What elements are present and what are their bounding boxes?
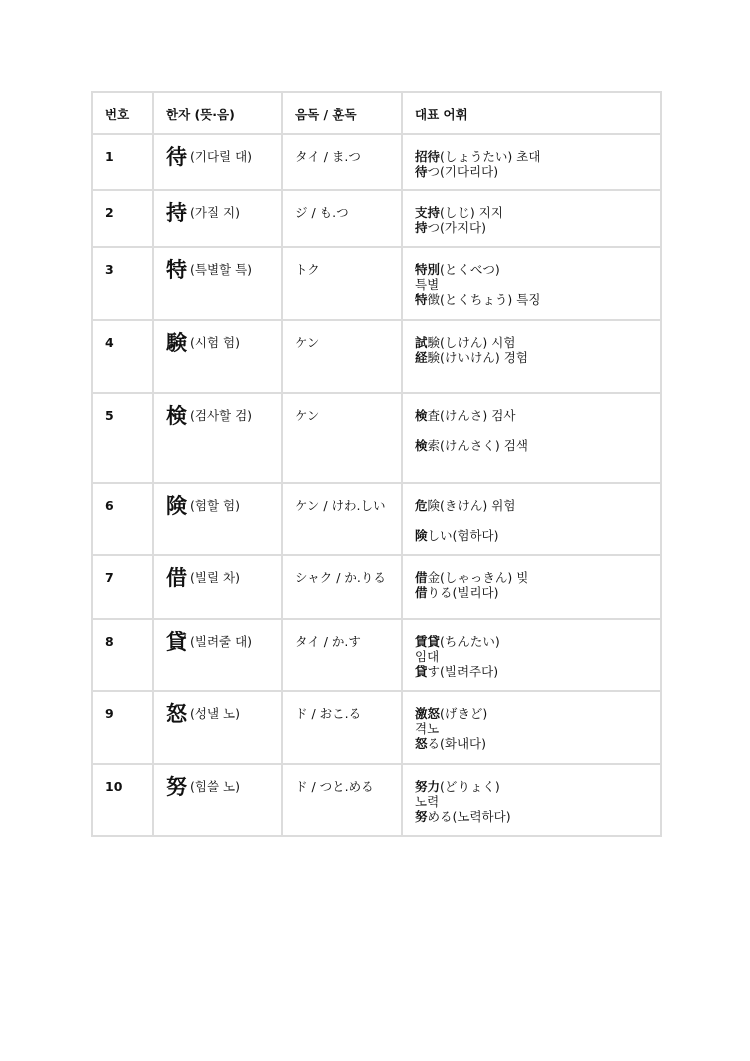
vocab-segment: 招待 [415, 149, 441, 164]
row-number: 8 [92, 619, 153, 691]
vocab-line [415, 438, 648, 453]
vocab-segment: (しじ) 지지 [440, 205, 503, 220]
vocab-segment: (ちんたい) [440, 634, 500, 649]
reading-cell: ケン [282, 320, 402, 393]
vocab-segment: 検 [415, 408, 428, 423]
table-row [92, 764, 661, 836]
kanji-cell [153, 247, 282, 320]
vocab-segment: 借 [415, 570, 428, 585]
header-reading: 음독 / 훈독 [282, 92, 402, 134]
vocab-segment: 険(きけん) 위험 [427, 498, 516, 513]
vocab-cell [402, 247, 661, 320]
vocab-segment: 努 [415, 809, 428, 824]
vocab-cell [402, 764, 661, 836]
vocab-segment: 借 [415, 585, 428, 600]
vocab-line [415, 585, 648, 600]
vocab-line [415, 164, 648, 179]
vocab-line [415, 149, 648, 164]
vocab-segment: 危 [415, 498, 428, 513]
vocab-segment: 특별 [415, 277, 440, 292]
reading-cell: タイ / か.す [282, 619, 402, 691]
vocab-cell [402, 320, 661, 393]
vocab-segment: 査(けんさ) 검사 [427, 408, 516, 423]
reading-cell: ケン / けわ.しい [282, 483, 402, 555]
kanji-cell [153, 134, 282, 190]
row-number: 3 [92, 247, 153, 320]
table-row [92, 134, 661, 190]
kanji-meaning: (가질 지) [190, 205, 240, 220]
vocab-segment: 特別 [415, 262, 441, 277]
vocab-segment: 験(けいけん) 경험 [427, 350, 528, 365]
row-number: 2 [92, 190, 153, 247]
kanji-cell [153, 691, 282, 764]
kanji-char: 貸 [166, 630, 187, 654]
kanji-char: 特 [166, 258, 187, 282]
kanji-char: 待 [166, 145, 187, 169]
vocab-line [415, 205, 648, 220]
kanji-meaning: (빌려줄 대) [190, 634, 253, 649]
vocab-line [415, 664, 648, 679]
header-vocab: 대표 어휘 [402, 92, 661, 134]
vocab-segment: 努力 [415, 779, 441, 794]
vocab-line [415, 498, 648, 513]
reading-cell: ジ / も.つ [282, 190, 402, 247]
reading-cell: トク [282, 247, 402, 320]
kanji-cell [153, 483, 282, 555]
kanji-char: 怒 [166, 702, 187, 726]
vocab-line [415, 528, 648, 543]
vocab-segment: 持 [415, 220, 428, 235]
vocab-line [415, 408, 648, 423]
table-row [92, 247, 661, 320]
vocab-line [415, 262, 648, 277]
kanji-char: 努 [166, 775, 187, 799]
vocab-line [415, 779, 648, 794]
vocab-line [415, 277, 648, 292]
table-row [92, 619, 661, 691]
vocab-line [415, 335, 648, 350]
reading-cell: シャク / か.りる [282, 555, 402, 619]
kanji-meaning: (성낼 노) [190, 706, 240, 721]
vocab-segment: 徴(とくちょう) 특징 [427, 292, 541, 307]
table-row [92, 320, 661, 393]
vocab-line [415, 634, 648, 649]
vocab-segment: 임대 [415, 649, 440, 664]
row-number: 5 [92, 393, 153, 483]
vocab-line [415, 570, 648, 585]
kanji-char: 験 [166, 331, 187, 355]
vocab-line [415, 292, 648, 307]
vocab-segment: める(노력하다) [427, 809, 511, 824]
kanji-meaning: (검사할 검) [190, 408, 253, 423]
vocab-segment: (しょうたい) 초대 [440, 149, 541, 164]
kanji-table [91, 91, 662, 837]
vocab-segment: 노력 [415, 794, 440, 809]
vocab-line [415, 794, 648, 809]
vocab-line [415, 350, 648, 365]
kanji-meaning: (특별할 특) [190, 262, 253, 277]
vocab-segment: 支持 [415, 205, 441, 220]
kanji-char: 借 [166, 566, 187, 590]
kanji-cell [153, 619, 282, 691]
vocab-segment: 怒 [415, 736, 428, 751]
vocab-line [415, 649, 648, 664]
vocab-segment: りる(빌리다) [427, 585, 499, 600]
table-row [92, 555, 661, 619]
vocab-cell [402, 691, 661, 764]
vocab-segment: 経 [415, 350, 428, 365]
vocab-cell [402, 190, 661, 247]
vocab-segment: 金(しゃっきん) 빚 [427, 570, 529, 585]
row-number: 10 [92, 764, 153, 836]
kanji-meaning: (기다릴 대) [190, 149, 253, 164]
kanji-char: 険 [166, 494, 187, 518]
kanji-cell [153, 555, 282, 619]
vocab-segment: (とくべつ) [440, 262, 500, 277]
kanji-char: 持 [166, 201, 187, 225]
row-number: 9 [92, 691, 153, 764]
kanji-char: 検 [166, 404, 187, 428]
vocab-cell [402, 619, 661, 691]
vocab-segment: 索(けんさく) 검색 [427, 438, 528, 453]
vocab-segment: つ(기다리다) [427, 164, 499, 179]
table-row [92, 691, 661, 764]
vocab-cell [402, 483, 661, 555]
reading-cell: タイ / ま.つ [282, 134, 402, 190]
vocab-segment: 検 [415, 438, 428, 453]
vocab-segment: 激怒 [415, 706, 441, 721]
table-row [92, 393, 661, 483]
vocab-segment: る(화내다) [427, 736, 486, 751]
vocab-segment: つ(가지다) [427, 220, 486, 235]
kanji-cell [153, 320, 282, 393]
kanji-meaning: (빌릴 차) [190, 570, 240, 585]
vocab-segment: 격노 [415, 721, 440, 736]
kanji-cell [153, 190, 282, 247]
kanji-cell [153, 764, 282, 836]
reading-cell: ケン [282, 393, 402, 483]
row-number: 4 [92, 320, 153, 393]
kanji-meaning: (힘쓸 노) [190, 779, 240, 794]
vocab-segment: (どりょく) [440, 779, 500, 794]
row-number: 1 [92, 134, 153, 190]
vocab-segment: (げきど) [440, 706, 488, 721]
vocab-segment: しい(험하다) [427, 528, 499, 543]
vocab-segment: 験(しけん) 시험 [427, 335, 516, 350]
vocab-line [415, 736, 648, 751]
vocab-segment: 試 [415, 335, 428, 350]
row-number: 6 [92, 483, 153, 555]
table-header-row [92, 92, 661, 134]
vocab-line [415, 220, 648, 235]
line-gap [415, 513, 648, 528]
vocab-cell [402, 393, 661, 483]
header-kanji: 한자 (뜻·음) [153, 92, 282, 134]
vocab-cell [402, 555, 661, 619]
vocab-segment: 特 [415, 292, 428, 307]
vocab-segment: す(빌려주다) [427, 664, 499, 679]
vocab-segment: 賃貸 [415, 634, 441, 649]
row-number: 7 [92, 555, 153, 619]
vocab-cell [402, 134, 661, 190]
kanji-meaning: (시험 험) [190, 335, 240, 350]
vocab-segment: 待 [415, 164, 428, 179]
header-number: 번호 [92, 92, 153, 134]
kanji-meaning: (험할 험) [190, 498, 240, 513]
vocab-segment: 貸 [415, 664, 428, 679]
vocab-segment: 険 [415, 528, 428, 543]
kanji-cell [153, 393, 282, 483]
vocab-line [415, 721, 648, 736]
reading-cell: ド / おこ.る [282, 691, 402, 764]
line-gap [415, 423, 648, 438]
table-row [92, 483, 661, 555]
reading-cell: ド / つと.める [282, 764, 402, 836]
vocab-line [415, 809, 648, 824]
table-row [92, 190, 661, 247]
vocab-line [415, 706, 648, 721]
